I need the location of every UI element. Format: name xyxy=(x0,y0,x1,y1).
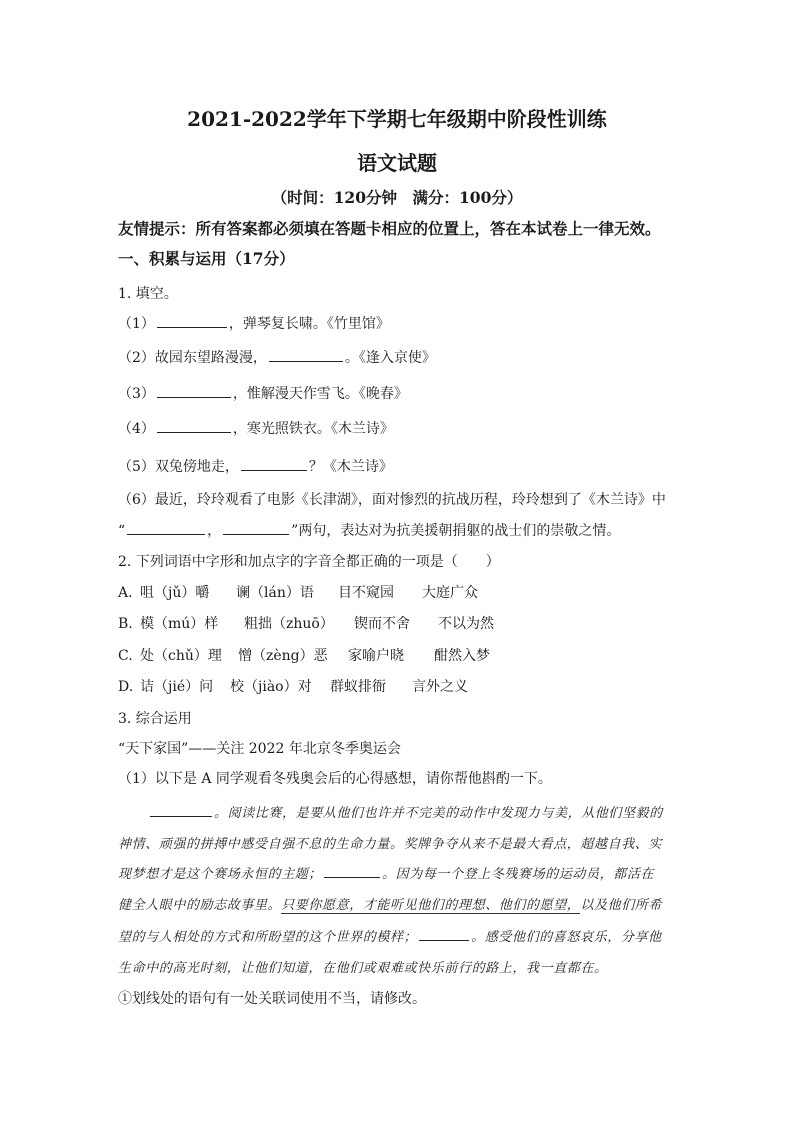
q3-prompt: 3. 综合运用 xyxy=(118,711,192,727)
option-word: 锲而不舍 xyxy=(354,616,410,632)
option-word: 诘（jié）问 xyxy=(140,679,214,695)
essay-text: 。因为每一个登上冬残赛场的运动员，都活在 xyxy=(382,867,655,882)
q3-topic: “天下家国”——关注 2022 年北京冬季奥运会 xyxy=(118,741,401,757)
item-number: （5） xyxy=(118,459,155,475)
item-after: 。《逢入京使》 xyxy=(344,350,436,366)
option-label: D. xyxy=(118,679,134,695)
q2-option-a[interactable] xyxy=(118,582,478,602)
essay-text: 以及他们所希 xyxy=(580,898,663,913)
option-word: 粗拙（zhuō） xyxy=(244,616,334,632)
item-number: （1） xyxy=(118,316,155,332)
quote-close: ”两句，表达对为抗美援朝捐躯的战士们的崇敬之情。 xyxy=(291,523,621,539)
essay-line-6: 生命中的高光时刻，让他们知道，在他们或艰难或快乐前行的路上，我一直都在。 xyxy=(118,961,608,976)
q3-sub1: （1）以下是 A 同学观看冬残奥会后的心得感想，请你帮他斟酌一下。 xyxy=(118,771,552,787)
answer-blank[interactable] xyxy=(223,520,289,535)
option-word: 酣然入梦 xyxy=(434,648,490,664)
item-after: ，寒光照铁衣。《木兰诗》 xyxy=(232,421,394,437)
essay-text: 。阅读比赛，是要从他们也许并不完美的动作中发现力与美，从他们坚毅的 xyxy=(214,806,663,821)
essay-line-1 xyxy=(118,802,663,821)
option-label: A. xyxy=(118,585,133,601)
essay-line-2: 神情、顽强的拼搏中感受自强不息的生命力量。奖牌争夺从来不是最大看点，超越自我、实 xyxy=(118,837,663,852)
answer-blank[interactable] xyxy=(324,863,380,878)
q1-item-4 xyxy=(118,418,394,438)
answer-blank[interactable] xyxy=(150,802,212,817)
essay-line-5 xyxy=(118,926,662,945)
option-label: B. xyxy=(118,616,133,632)
underlined-sentence: 只要你愿意，才能听见他们的理想、他们的愿望， xyxy=(281,898,581,913)
essay-text: 现梦想才是这个赛场永恒的主题； xyxy=(118,867,323,882)
exam-time-info: （时间：120分钟 满分：100分） xyxy=(271,188,523,207)
quote-mid: ， xyxy=(207,523,222,539)
item-after: ，弹琴复长啸。《竹里馆》 xyxy=(228,316,390,332)
notice: 友情提示：所有答案都必须填在答题卡相应的位置上，答在本试卷上一律无效。 xyxy=(118,219,661,238)
answer-blank[interactable] xyxy=(127,520,205,535)
item-before: 故园东望路漫漫， xyxy=(154,350,267,366)
q2-option-c[interactable] xyxy=(118,645,490,665)
exam-subject: 语文试题 xyxy=(357,151,437,175)
q1-item-2 xyxy=(118,347,436,367)
answer-blank[interactable] xyxy=(157,418,231,433)
option-word: 群蚁排衙 xyxy=(330,679,386,695)
option-word: 谰（lán）语 xyxy=(236,585,314,601)
q1-prompt: 1. 填空。 xyxy=(118,286,178,302)
q1-item-6-line1: （6）最近，玲玲观看了电影《长津湖》，面对惨烈的抗战历程，玲玲想到了《木兰诗》中 xyxy=(118,492,666,508)
option-word: 憎（zèng）恶 xyxy=(238,648,328,664)
option-word: 校（jiào）对 xyxy=(230,679,312,695)
answer-blank[interactable] xyxy=(419,926,469,941)
essay-text: 望的与人相处的方式和所盼望的这个世界的模样； xyxy=(118,930,418,945)
answer-blank[interactable] xyxy=(241,456,307,471)
option-word: 处（chǔ）理 xyxy=(140,648,222,664)
q1-item-3 xyxy=(118,383,408,403)
q2-prompt: 2. 下列词语中字形和加点字的字音全都正确的一项是（ ） xyxy=(118,554,500,570)
essay-line-3 xyxy=(118,863,654,882)
item-before: 双兔傍地走， xyxy=(154,459,239,475)
q1-item-1 xyxy=(118,313,390,333)
essay-text: 。感受他们的喜怒哀乐，分享他 xyxy=(471,930,662,945)
option-label: C. xyxy=(118,648,133,664)
item-after: ，惟解漫天作雪飞。《晚春》 xyxy=(232,386,408,402)
item-after: ？《木兰诗》 xyxy=(308,459,393,475)
option-word: 不以为然 xyxy=(438,616,494,632)
quote-open: “ xyxy=(118,523,126,539)
item-number: （3） xyxy=(118,386,155,402)
option-word: 家喻户晓 xyxy=(348,648,404,664)
answer-blank[interactable] xyxy=(157,313,227,328)
option-word: 言外之义 xyxy=(412,679,468,695)
option-word: 咀（jǔ）嚼 xyxy=(140,585,210,601)
section-heading: 一、积累与运用（17分） xyxy=(118,249,295,268)
answer-blank[interactable] xyxy=(269,347,343,362)
option-word: 目不窥园 xyxy=(338,585,394,601)
q2-option-b[interactable] xyxy=(118,613,494,633)
item-number: （2） xyxy=(118,350,155,366)
item-number: （4） xyxy=(118,421,155,437)
essay-text: 健全人眼中的励志故事里。 xyxy=(118,898,282,913)
answer-blank[interactable] xyxy=(157,383,231,398)
essay-line-4 xyxy=(118,894,662,913)
option-word: 大庭广众 xyxy=(422,585,478,601)
exam-title: 2021-2022学年下学期七年级期中阶段性训练 xyxy=(187,107,607,131)
option-word: 模（mú）样 xyxy=(140,616,219,632)
q2-option-d[interactable] xyxy=(118,676,468,696)
q1-item-6-line2 xyxy=(118,520,620,540)
q1-item-5 xyxy=(118,456,393,476)
q3-task1: ①划线处的语句有一处关联词使用不当，请修改。 xyxy=(118,991,426,1007)
